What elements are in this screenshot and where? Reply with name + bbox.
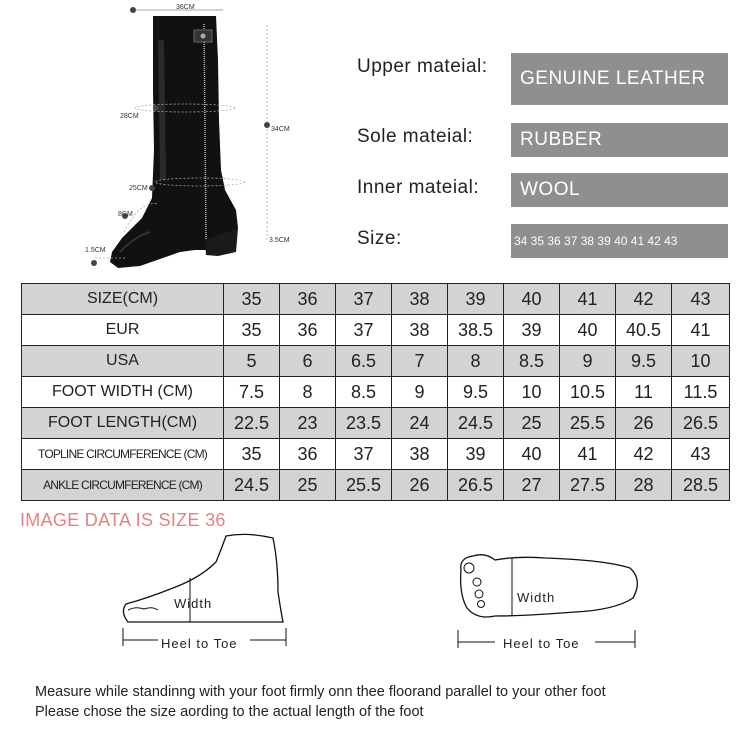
table-cell: 25.5 (560, 408, 616, 439)
table-cell: 35 (224, 315, 280, 346)
table-cell: 35 (224, 284, 280, 315)
side-foot-diagram (118, 532, 293, 662)
table-cell: 38 (392, 315, 448, 346)
table-cell: 40 (504, 284, 560, 315)
table-row (22, 284, 730, 315)
table-cell: 9 (560, 346, 616, 377)
table-cell: 43 (672, 439, 730, 470)
dim-platform: 1.5CM (85, 247, 106, 254)
spec-inner-value: WOOL (511, 173, 728, 207)
table-cell: 5 (224, 346, 280, 377)
table-cell: 7.5 (224, 377, 280, 408)
table-cell: 36 (280, 439, 336, 470)
table-cell: 38 (392, 439, 448, 470)
table-cell: 36 (280, 284, 336, 315)
dim-heel-curve: 8CM (118, 211, 133, 218)
table-cell: 6.5 (336, 346, 392, 377)
image-data-note: IMAGE DATA IS SIZE 36 (20, 510, 226, 530)
table-cell: 25 (280, 470, 336, 501)
table-cell: 39 (448, 284, 504, 315)
table-cell: 8.5 (336, 377, 392, 408)
spec-sole-value: RUBBER (511, 123, 728, 157)
table-row (22, 315, 730, 346)
sole-foot-diagram (455, 550, 645, 660)
table-cell: 36 (280, 315, 336, 346)
table-cell: 43 (672, 284, 730, 315)
table-cell: 40 (560, 315, 616, 346)
table-cell: 41 (560, 439, 616, 470)
table-row-header: ANKLE CIRCUMFERENCE (CM) (22, 470, 224, 501)
boot-image (80, 0, 310, 270)
table-cell: 7 (392, 346, 448, 377)
spec-inner-label: Inner mateial: (357, 177, 480, 198)
table-cell: 6 (280, 346, 336, 377)
table-cell: 37 (336, 284, 392, 315)
table-cell: 38.5 (448, 315, 504, 346)
table-row (22, 408, 730, 439)
table-row (22, 439, 730, 470)
dim-heel-height: 3.5CM (269, 237, 290, 244)
instruction-line-1: Measure while standinng with your foot firmly onn thee floorand parallel to your other foot (35, 684, 606, 700)
table-cell: 11 (616, 377, 672, 408)
dim-shaft-circumference: 28CM (120, 113, 139, 120)
table-cell: 28.5 (672, 470, 730, 501)
table-cell: 28 (616, 470, 672, 501)
spec-size-value: 34 35 36 37 38 39 40 41 42 43 (511, 224, 728, 258)
spec-size-label: Size: (357, 228, 402, 249)
table-cell: 10 (504, 377, 560, 408)
table-cell: 8.5 (504, 346, 560, 377)
table-cell: 40 (504, 439, 560, 470)
table-cell: 27 (504, 470, 560, 501)
table-cell: 42 (616, 439, 672, 470)
table-cell: 8 (280, 377, 336, 408)
table-cell: 23.5 (336, 408, 392, 439)
table-cell: 41 (672, 315, 730, 346)
table-cell: 24 (392, 408, 448, 439)
table-cell: 25.5 (336, 470, 392, 501)
table-cell: 11.5 (672, 377, 730, 408)
table-row-header: FOOT LENGTH(CM) (22, 408, 224, 439)
table-row-header: FOOT WIDTH (CM) (22, 377, 224, 408)
dim-height: 34CM (271, 126, 290, 133)
dim-top-width: 36CM (176, 4, 195, 11)
size-table (21, 283, 730, 501)
table-cell: 39 (448, 439, 504, 470)
table-row (22, 346, 730, 377)
table-cell: 9.5 (616, 346, 672, 377)
table-cell: 24.5 (448, 408, 504, 439)
table-cell: 41 (560, 284, 616, 315)
table-cell: 22.5 (224, 408, 280, 439)
boot-diagram (80, 0, 310, 270)
table-row-header: EUR (22, 315, 224, 346)
side-foot-width-label: Width (174, 596, 213, 611)
table-cell: 35 (224, 439, 280, 470)
spec-upper-value: GENUINE LEATHER (511, 53, 728, 105)
table-cell: 37 (336, 439, 392, 470)
table-cell: 26 (392, 470, 448, 501)
spec-sole-label: Sole mateial: (357, 126, 474, 147)
table-cell: 10.5 (560, 377, 616, 408)
instruction-line-2: Please chose the size aording to the actual length of the foot (35, 704, 424, 720)
table-row-header: SIZE(CM) (22, 284, 224, 315)
table-cell: 9 (392, 377, 448, 408)
table-cell: 9.5 (448, 377, 504, 408)
table-row-header: TOPLINE CIRCUMFERENCE (CM) (22, 439, 224, 470)
table-cell: 38 (392, 284, 448, 315)
table-row-header: USA (22, 346, 224, 377)
dim-ankle-circumference: 25CM (129, 185, 148, 192)
sole-foot-length-label: Heel to Toe (503, 636, 580, 651)
table-cell: 26.5 (672, 408, 730, 439)
table-cell: 10 (672, 346, 730, 377)
table-cell: 37 (336, 315, 392, 346)
table-cell: 25 (504, 408, 560, 439)
table-cell: 27.5 (560, 470, 616, 501)
sole-foot-width-label: Width (517, 590, 556, 605)
table-cell: 8 (448, 346, 504, 377)
table-row (22, 470, 730, 501)
table-cell: 40.5 (616, 315, 672, 346)
table-cell: 26.5 (448, 470, 504, 501)
side-foot-length-label: Heel to Toe (161, 636, 238, 651)
table-cell: 23 (280, 408, 336, 439)
table-cell: 24.5 (224, 470, 280, 501)
table-cell: 42 (616, 284, 672, 315)
spec-upper-label: Upper mateial: (357, 56, 488, 77)
table-row (22, 377, 730, 408)
table-cell: 39 (504, 315, 560, 346)
table-cell: 26 (616, 408, 672, 439)
